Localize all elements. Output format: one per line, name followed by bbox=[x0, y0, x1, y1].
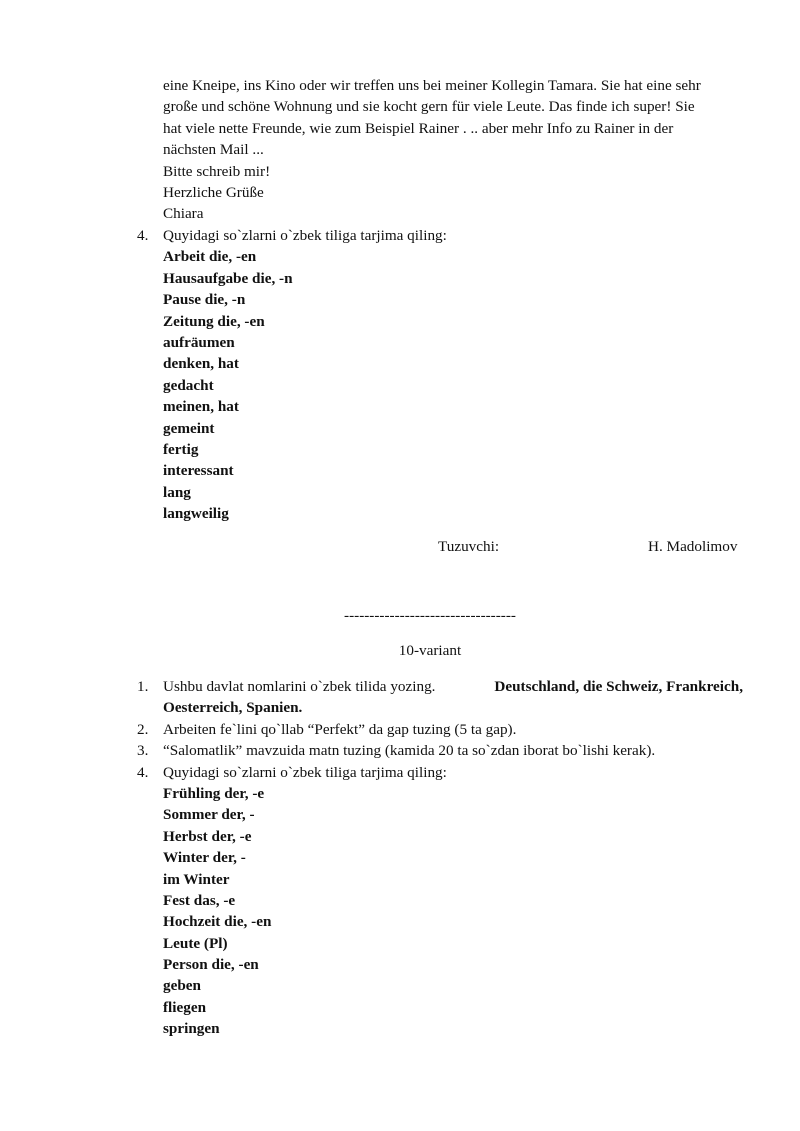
task-list bbox=[137, 676, 743, 1040]
task-number: 3. bbox=[137, 742, 149, 760]
vocab-word: Leute (Pl) bbox=[163, 934, 228, 952]
task-text: Arbeiten fe`lini qo`llab “Perfekt” da gap tuzing (5 ta gap). bbox=[163, 720, 517, 738]
country-list: Deutschland, die Schweiz, Frankreich, bbox=[494, 678, 743, 695]
task-number: 1. bbox=[137, 678, 149, 695]
vocab-word: gemeint bbox=[163, 419, 215, 437]
vocab-word: meinen, hat bbox=[163, 398, 239, 416]
letter-line: eine Kneipe, ins Kino oder wir treffen uns bei meiner Kollegin Tamara. Sie hat eine sehr bbox=[163, 77, 701, 94]
task-item-1 bbox=[137, 676, 743, 719]
signature-label: Tuzuvchi: bbox=[438, 538, 500, 555]
task-number: 4. bbox=[137, 227, 149, 244]
country-list-continued: Oesterreich, Spanien. bbox=[163, 699, 303, 717]
vocab-word: Hausaufgabe die, -n bbox=[163, 269, 293, 287]
vocab-word: aufräumen bbox=[163, 333, 235, 351]
task-number: 4. bbox=[137, 763, 149, 781]
task-text: Quyidagi so`zlarni o`zbek tiliga tarjima qiling: bbox=[163, 227, 447, 244]
vocab-word: Fest das, -e bbox=[163, 891, 236, 909]
vocab-word: Frühling der, -e bbox=[163, 784, 265, 802]
vocab-word: langweilig bbox=[163, 505, 229, 523]
vocab-word: fertig bbox=[163, 440, 199, 458]
vocab-word: im Winter bbox=[163, 870, 230, 888]
variant-title: 10-variant bbox=[398, 642, 462, 659]
vocab-word: Person die, -en bbox=[163, 956, 259, 974]
task-item-2 bbox=[137, 719, 743, 740]
vocab-word: Pause die, -n bbox=[163, 291, 246, 309]
task-item-3 bbox=[137, 740, 743, 761]
task-text: Ushbu davlat nomlarini o`zbek tilida yozing. bbox=[163, 678, 436, 695]
letter-text bbox=[163, 75, 701, 225]
letter-line: Herzliche Grüße bbox=[163, 183, 264, 201]
letter-line: nächsten Mail ... bbox=[163, 141, 264, 159]
signature-name: H. Madolimov bbox=[648, 538, 738, 555]
letter-line: Bitte schreib mir! bbox=[163, 162, 271, 180]
letter-line: große und schöne Wohnung und sie kocht gern für viele Leute. Das finde ich super! Sie bbox=[163, 98, 695, 116]
letter-line: hat viele nette Freunde, wie zum Beispiel Rainer . .. aber mehr Info zu Rainer in der bbox=[163, 119, 674, 137]
task-item-4 bbox=[137, 762, 743, 783]
task-text: “Salomatlik” mavzuida matn tuzing (kamida 20 ta so`zdan iborat bo`lishi kerak). bbox=[163, 742, 656, 760]
task-4-previous bbox=[137, 225, 447, 524]
vocab-word: denken, hat bbox=[163, 355, 239, 373]
vocab-word: geben bbox=[163, 977, 201, 995]
task-item bbox=[137, 225, 447, 246]
vocab-word: fliegen bbox=[163, 998, 207, 1016]
letter-line: Chiara bbox=[163, 205, 204, 223]
vocab-word: gedacht bbox=[163, 376, 214, 394]
vocab-word: Hochzeit die, -en bbox=[163, 913, 272, 931]
vocab-word: Arbeit die, -en bbox=[163, 248, 257, 266]
vocab-word: Winter der, - bbox=[163, 849, 246, 867]
vocab-word: Herbst der, -e bbox=[163, 827, 252, 845]
task-number: 2. bbox=[137, 720, 149, 738]
vocab-word: springen bbox=[163, 1020, 220, 1038]
separator-line: ---------------------------------- bbox=[344, 607, 516, 624]
vocab-word: Sommer der, - bbox=[163, 806, 255, 824]
task-text: Quyidagi so`zlarni o`zbek tiliga tarjima qiling: bbox=[163, 763, 447, 781]
vocab-word: lang bbox=[163, 483, 191, 501]
vocab-word: interessant bbox=[163, 462, 234, 480]
vocab-word: Zeitung die, -en bbox=[163, 312, 265, 330]
